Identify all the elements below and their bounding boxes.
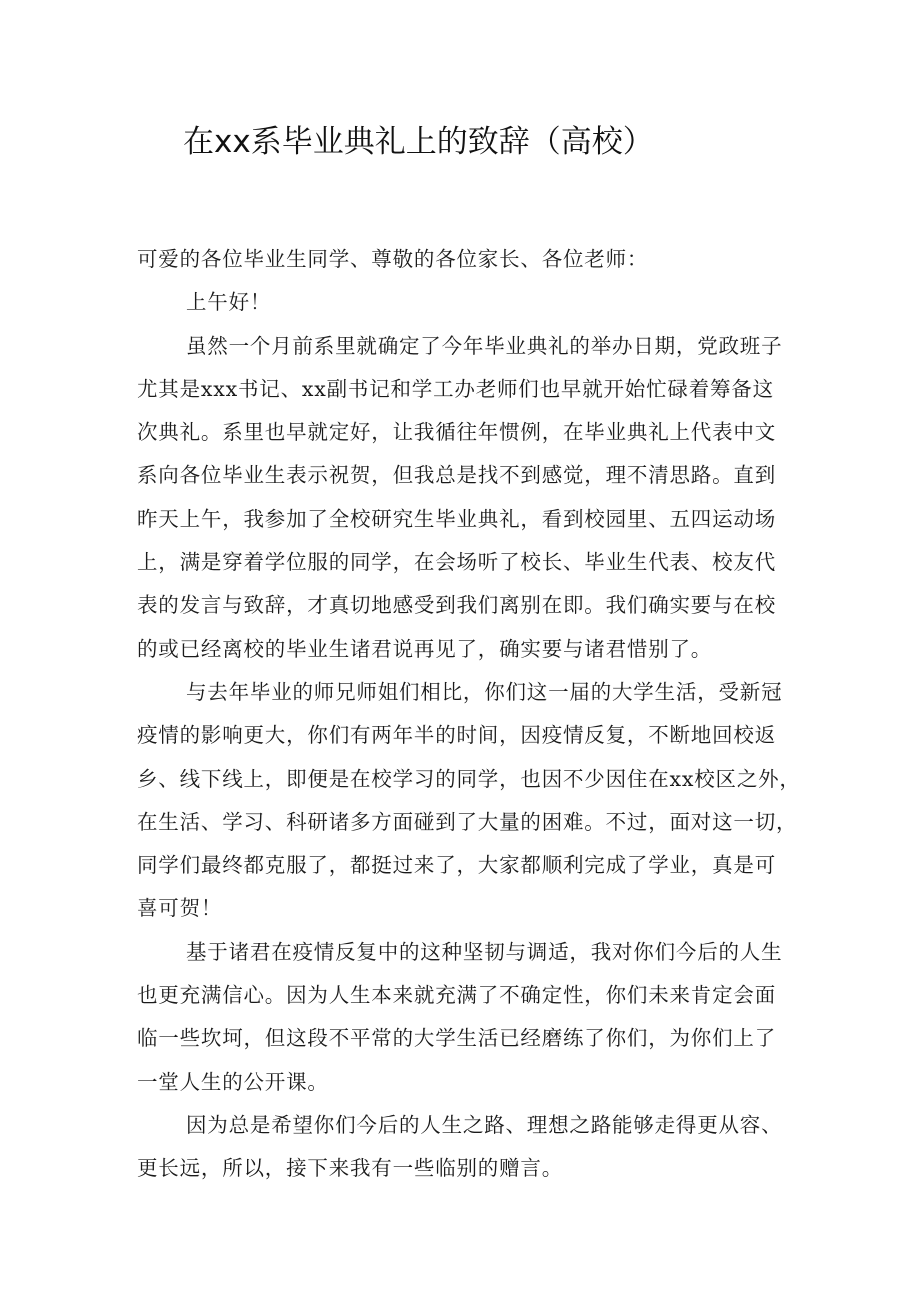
paragraph-line: 乡、线下线上，即便是在校学习的同学，也因不少因住在xx校区之外， bbox=[137, 766, 801, 791]
paragraph-1 bbox=[137, 325, 801, 671]
document-body bbox=[137, 238, 801, 1191]
greeting: 上午好！ bbox=[186, 290, 272, 315]
paragraph-line: 上，满是穿着学位服的同学，在会场听了校长、毕业生代表、校友代 bbox=[137, 550, 776, 575]
paragraph-line: 的或已经离校的毕业生诸君说再见了，确实要与诸君惜别了。 bbox=[137, 636, 713, 661]
paragraph-line: 虽然一个月前系里就确定了今年毕业典礼的举办日期，党政班子 bbox=[186, 333, 783, 358]
paragraph-line: 次典礼。系里也早就定好，让我循往年惯例，在毕业典礼上代表中文 bbox=[137, 420, 776, 445]
document-title: 在xx系毕业典礼上的致辞（高校） bbox=[183, 124, 654, 160]
paragraph-4 bbox=[137, 1104, 801, 1191]
paragraph-line: 昨天上午，我参加了全校研究生毕业典礼，看到校园里、五四运动场 bbox=[137, 506, 776, 531]
paragraph-line: 也更充满信心。因为人生本来就充满了不确定性，你们未来肯定会面 bbox=[137, 983, 776, 1008]
paragraph-line: 喜可贺！ bbox=[137, 896, 223, 921]
paragraph-2 bbox=[137, 671, 801, 931]
paragraph-line: 疫情的影响更大，你们有两年半的时间，因疫情反复，不断地回校返 bbox=[137, 723, 776, 748]
paragraph-line: 基于诸君在疫情反复中的这种坚韧与调适，我对你们今后的人生 bbox=[186, 939, 783, 964]
paragraph-line: 因为总是希望你们今后的人生之路、理想之路能够走得更从容、 bbox=[186, 1112, 783, 1137]
paragraph-3 bbox=[137, 931, 801, 1104]
paragraph-line: 在生活、学习、科研诸多方面碰到了大量的困难。不过，面对这一切， bbox=[137, 809, 798, 834]
salutation: 可爱的各位毕业生同学、尊敬的各位家长、各位老师： bbox=[137, 247, 649, 271]
paragraph-line: 更长远，所以，接下来我有一些临别的赠言。 bbox=[137, 1156, 563, 1181]
paragraph-line: 临一些坎坷，但这段不平常的大学生活已经磨练了你们，为你们上了 bbox=[137, 1026, 776, 1051]
paragraph-line: 系向各位毕业生表示祝贺，但我总是找不到感觉，理不清思路。直到 bbox=[137, 463, 776, 488]
paragraph-line: 与去年毕业的师兄师姐们相比，你们这一届的大学生活，受新冠 bbox=[186, 679, 783, 704]
paragraph-line: 同学们最终都克服了，都挺过来了，大家都顺利完成了学业，真是可 bbox=[137, 853, 776, 878]
paragraph-line: 表的发言与致辞，才真切地感受到我们离别在即。我们确实要与在校 bbox=[137, 593, 776, 618]
paragraph-line: 一堂人生的公开课。 bbox=[137, 1069, 329, 1094]
paragraph-line: 尤其是xxx书记、xx副书记和学工办老师们也早就开始忙碌着筹备这 bbox=[137, 376, 774, 401]
